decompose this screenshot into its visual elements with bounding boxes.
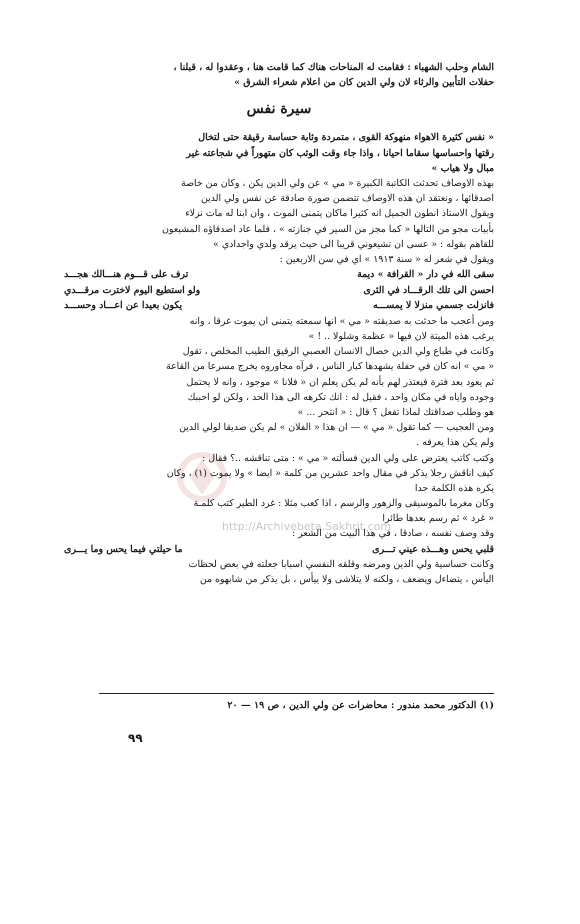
text-line: وكان مغرما بالموسيقى والزهور والرسم ، اذا كعب مثلا : غرد الطير كتب كلمـة [193, 498, 494, 510]
text-line: بأبيات مجو من التالها « كما مجز من السير في جنازته » ، فلما عاد اصدقاؤه المشيعون [161, 223, 494, 235]
text-line: الشام وحلب الشهباء : فقامت له المناحات هناك كما قامت هنا ، وعقدوا له ، قبلنا ، [173, 62, 494, 73]
text-line: كيف اناقش رجلا يذكر في مقال واحد عشرين من كلمة « ايضا » ولا يموت (١) ، وكان [166, 467, 494, 479]
text-line: وكتب كاتب يعترض على ولي الدين فسألته « مي » : متى تناقشه ..؟ فقال : [202, 452, 494, 464]
verse-hemistich-left: يكون بعيدا عن اعـــاد وحســـد [64, 300, 183, 312]
text-line: « غرد » ثم رسم بعدها طائرا [382, 513, 494, 525]
watermark-url: http://Archivebeta.Sakhrit.com [222, 520, 392, 533]
verse-hemistich-left: ترف على قـــوم هنـــالك هجـــد [64, 269, 189, 281]
text-line: وقد وصف نفسه ، صادقا ، في هذا البيت من الشعر : [292, 528, 494, 540]
footnote-divider [99, 693, 494, 694]
page-number: ٩٩ [128, 731, 143, 745]
poem-verse [64, 542, 494, 558]
verse-hemistich-left: ولو استطيع اليوم لاخترت مرقـــدي [64, 284, 201, 296]
text-line: ولم يكن هذا يعرفه . [416, 437, 494, 449]
text-line: هو وطلب صداقتك لماذا تفعل ؟ قال : « انتحر ... » [297, 406, 494, 418]
text-line: يرغب هذه الميتة لان فيها « عظمة وشلولا .. ! » [308, 331, 494, 343]
text-line: وجوده واياه في مكان واحد ، فقيل له : انك تكرهه الى هذا الحد ، ولكن لو احببك [187, 391, 494, 403]
text-line: وكانت في طباع ولي الدين خصال الانسان العصبي الرقيق الطيب المخلص ، تقول [182, 346, 494, 358]
text-line: ثم يعود بعد فترة فيعتذر لهم بأنه لم يكن يعلم ان « فلانا » موجود ، وانه لا يحتمل [186, 376, 494, 388]
quote-line: رقتها واحساسها سقاما احيانا ، واذا جاء وقت الوثب كان متهوراً في شجاعته غير [186, 147, 494, 159]
verse-hemistich-right: فانزلت جسمي منزلا لا يمســـه [372, 300, 494, 312]
text-line: يكره هذه الكلمة جدا [414, 482, 494, 494]
page-body [64, 60, 494, 588]
text-line: اليأس ، يتضاءل ويضعف ، ولكنه لا يتلاشى ولا ييأس ، بل يذكر من شابهوه من [199, 574, 494, 586]
quote-line: « نفس كثيرة الاهواء منهوكة القوى ، متمردة وثابة حساسة رقيقة حتى لتخال [198, 132, 494, 144]
text-line: ومن أعجب ما حدثت به صديقته « مي » انها سمعته يتمنى ان يموت غرقا ، وانه [189, 315, 494, 327]
poem-verse [64, 267, 494, 283]
verse-hemistich-right: سقى الله في دار « القرافة » ديمة [357, 269, 494, 281]
text-line: ويقول الاستاذ انطون الجميل انه كثيرا ماكان يتمنى الموت ، وان ابنا له مات نزلاء [185, 208, 494, 220]
verse-hemistich-right: احسن الى تلك الرقـــاد في الثرى [363, 284, 494, 296]
text-line: حفلات التأبين والرثاء لان ولي الدين كان من اعلام شعراء الشرق » [234, 77, 494, 89]
text-line: ويقول في شعر له « سنة ١٩١٣ » اي في سن الاربعين : [279, 253, 494, 265]
verse-hemistich-right: قلبي يحس وهـــذه عيني تـــرى [372, 543, 494, 555]
verse-hemistich-left: ما حيلتي فيما يحس وما يـــرى [64, 543, 183, 555]
section-heading: سيرة نفس [246, 101, 312, 118]
text-line: وكانت حساسية ولي الدين ومرضه وقلقه النفسي اسبابا جعلته في بعض لحظات [188, 559, 494, 571]
footnote: (١) الدكتور محمد مندور : محاضرات عن ولي الدين ، ص ١٩ — ٢٠ [227, 700, 494, 711]
quote-line: مبال ولا هياب » [431, 162, 494, 174]
text-line: « مي » انه كان في حفلة يشهدها كبار الناس ، فرآه مجاوروه يخرج مسرعا من القاعة [165, 361, 494, 373]
text-line: ومن العجيب — كما تقول « مي » — ان هذا « الفلان » لم يكن صديقا لولي الدين [179, 422, 494, 434]
text-line: اصدقائها ، ونعتقد ان هذه الاوصاف تتضمن صورة صادقة عن نفس ولي الدين [200, 193, 494, 205]
poem-verse [64, 298, 494, 314]
text-line: بهذه الاوصاف تحدثت الكاتبة الكبيرة « مي » عن ولي الدين يكن ، وكان من خاصة [180, 177, 494, 189]
poem-verse [64, 283, 494, 299]
text-line: للقاهم بقوله : « عسى ان تشيعوني قريبا الى حيث يرقد ولدي واجدادي » [213, 238, 494, 250]
